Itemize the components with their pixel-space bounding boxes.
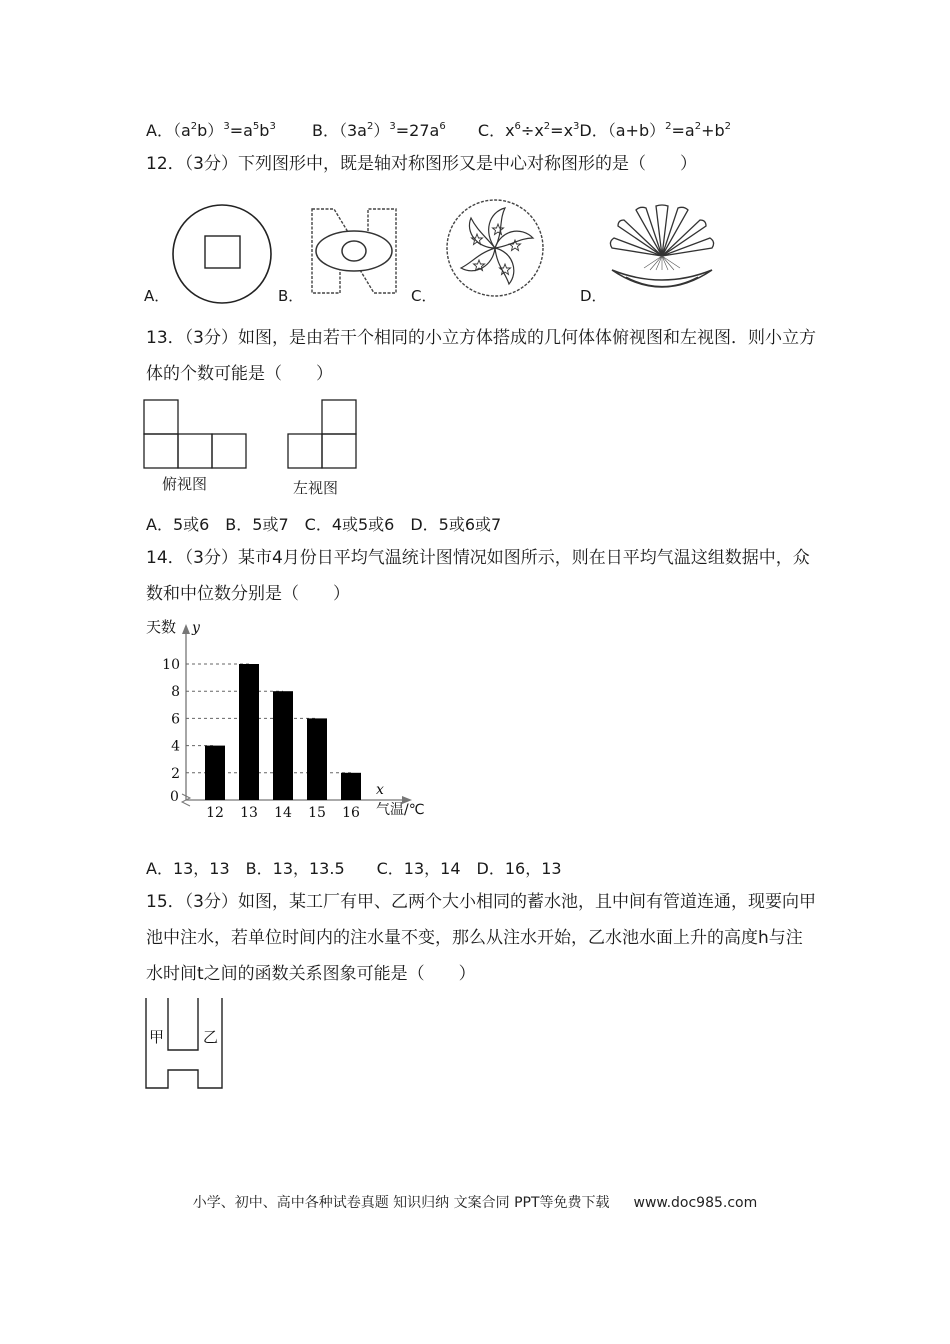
tank-right-label: 乙 <box>203 1028 219 1046</box>
chart-origin-label: 0 <box>170 789 179 805</box>
top-view-caption: 俯视图 <box>162 475 208 493</box>
bar-12 <box>205 746 225 800</box>
bauhinia-flower-icon <box>443 196 547 300</box>
x-tick-label: 16 <box>342 805 360 821</box>
y-tick-label: 6 <box>171 711 180 728</box>
y-tick-label: 8 <box>171 684 180 701</box>
page-footer <box>0 1192 950 1212</box>
q12-label-b: B． <box>278 287 304 305</box>
y-tick-label: 10 <box>162 657 180 673</box>
footer-url[interactable]: www.doc985.com <box>633 1195 758 1211</box>
chart-xvar: x <box>376 782 384 798</box>
y-tick-label: 2 <box>171 765 180 782</box>
left-view-caption: 左视图 <box>293 479 339 497</box>
top-view-diagram <box>142 398 248 470</box>
chart-ylabel: 天数 <box>146 618 177 636</box>
footer-text: 小学、初中、高中各种试卷真题 知识归纳 文案合同 PPT等免费下载 <box>192 1195 610 1211</box>
connected-tanks-diagram <box>140 994 230 1094</box>
q12-label-c: C． <box>411 287 437 305</box>
q11-option-b: B．$(3a^2)^3=27a^6$ <box>312 121 446 140</box>
x-tick-label: 13 <box>240 805 258 821</box>
q11-options <box>146 118 731 141</box>
tank-left-label: 甲 <box>149 1028 165 1046</box>
bar-16 <box>341 773 361 800</box>
q14-stem: 14．（3分）某市4月份日平均气温统计图情况如图所示，则在日平均气温这组数据中，众数和中位数分别是（ ） <box>146 548 810 604</box>
n-eye-logo-icon <box>306 205 402 297</box>
bar-15 <box>307 718 327 800</box>
x-tick-label: 14 <box>274 805 292 821</box>
q14-options: A．13，13 B．13，13.5 C．13，14 D．16，13 <box>146 859 562 878</box>
chart-xunit: 气温/℃ <box>376 802 425 818</box>
y-axis-arrow <box>182 624 190 634</box>
q11-option-d: D．$(a+b)^2=a^2+b^2$ <box>579 121 732 140</box>
x-tick-label: 12 <box>206 805 224 821</box>
q15-stem: 15．（3分）如图，某工厂有甲、乙两个大小相同的蓄水池，且中间有管道连通，现要向甲池中注水，若单位时间内的注水量不变，那么从注水开始，乙水池水面上升的高度h与注水时间t之间的函数关系图象可能是（ ） <box>146 892 816 984</box>
q13-options: A．5或6 B．5或7 C．4或5或6 D．5或6或7 <box>146 515 502 534</box>
y-tick-label: 4 <box>171 738 180 755</box>
q12-label-d: D． <box>580 287 607 305</box>
temperature-bar-chart <box>140 614 450 824</box>
q11-option-a: A．$(a^2b)^3=a^5b^3$ <box>146 121 276 140</box>
bar-14 <box>273 691 293 800</box>
fan-shell-icon <box>606 204 718 300</box>
left-view-diagram <box>286 398 358 470</box>
q13-stem: 13．（3分）如图，是由若干个相同的小立方体搭成的几何体体俯视图和左视图．则小立方体的个数可能是（ ） <box>146 328 816 384</box>
q12-label-a: A． <box>144 287 170 305</box>
circle-square-coin-icon <box>170 202 274 306</box>
bar-13 <box>239 664 259 800</box>
x-tick-label: 15 <box>308 805 326 821</box>
q12-stem: 12．（3分）下列图形中，既是轴对称图形又是中心对称图形的是（ ） <box>146 154 697 174</box>
chart-yvar: y <box>192 620 200 636</box>
q11-option-c: C．$x^6\div x^2=x^3$ <box>477 121 580 140</box>
